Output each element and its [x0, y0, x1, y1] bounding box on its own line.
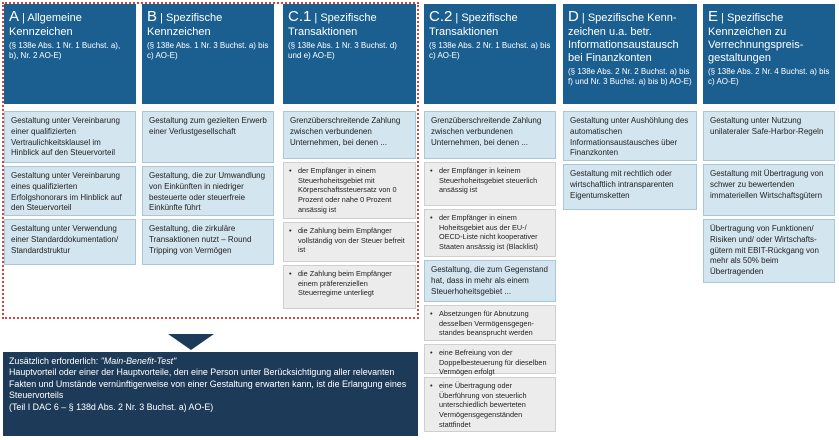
column-a-item-1: Gestaltung unter Vereinbarung einer qualifizierten Vertraulichkeitsklausel im Hinblick auf den Steuervorteil [4, 111, 136, 163]
column-d-item-2: Gestaltung mit rechtlich oder wirtschaftlich intransparenten Eigentumsketten [563, 164, 697, 210]
column-b-item-2: Gestaltung, die zur Umwandlung von Einkünften in niedriger besteuerte oder steuerfreie Einkünfte führt [142, 166, 274, 216]
main-benefit-text: Hauptvorteil oder einer der Hauptvorteile, den eine Person unter Berücksichtigung aller relevanten Fakten und Umstände vernünftigerweise von einer Gestaltung erwarten kann, ist die Erlangung eines Steuervorteils [9, 367, 407, 401]
column-e-ref: (§ 138e Abs. 2 Nr. 4 Buchst. a) bis c) AO-E) [708, 66, 830, 86]
column-e-letter: E [708, 8, 719, 25]
column-c2-intro: Grenzüberschreitende Zahlung zwischen verbundenen Unternehmen, bei denen ... [424, 111, 556, 159]
column-a [4, 4, 136, 104]
column-d-letter: D [568, 8, 579, 25]
column-c2-letter: C.2 [429, 8, 453, 25]
main-benefit-test-name: "Main-Benefit-Test" [100, 356, 177, 366]
column-c2-bullet-1: • der Empfänger in keinem Steuerhoheitsgebiet steuerlich ansässig ist [424, 162, 556, 206]
column-e-header: E | Spezifische Kennzeichen zu Verrechnungspreisgestaltungen (§ 138e Abs. 2 Nr. 4 Buchst. a) bis c) AO-E) [703, 4, 835, 104]
main-benefit-title: Zusätzlich erforderlich: "Main-Benefit-Test" [9, 356, 177, 366]
column-a-item-2: Gestaltung unter Vereinbarung eines qualifizierten Erfolgshonorars im Hinblick auf den Steuervorteil [4, 166, 136, 216]
column-c1-bullet-1: • der Empfänger in einem Steuerhoheitsgebiet mit Körperschaftssteuersatz von 0 Prozent oder nahe 0 Prozent ansässig ist [283, 162, 416, 219]
column-c2-bullet-2: • der Empfänger in einem Hoheitsgebiet aus der EU-/ OECD-Liste nicht kooperativer Staaten ansässig ist (Blacklist) [424, 209, 556, 257]
column-c2-bullet-4: • eine Befreiung von der Doppelbesteuerung für dieselben Vermögen erfolgt [424, 344, 556, 374]
column-b-item-3: Gestaltung, die zirkuläre Transaktionen nutzt – Round Tripping von Vermögen [142, 219, 274, 265]
column-c2-header: C.2 | Spezifische Transaktionen (§ 138e Abs. 2 Nr. 1 Buchst. a) bis c) AO-E) [424, 4, 556, 104]
column-d-ref: (§ 138e Abs. 2 Nr. 2 Buchst. a) bis f) und Nr. 3 Buchst. a) bis b) AO-E) [568, 66, 692, 86]
main-benefit-ref: (Teil I DAC 6 – § 138d Abs. 2 Nr. 3 Buchst. a) AO-E) [9, 401, 214, 412]
column-a-item-3: Gestaltung unter Verwendung einer Standarddokumentation/ Standardstruktur [4, 219, 136, 265]
column-d-item-1: Gestaltung unter Aushöhlung des automatischen Informationsaustausches über Finanzkonten [563, 111, 697, 161]
column-b-header: B | Spezifische Kennzeichen (§ 138e Abs. 1 Nr. 3 Buchst. a) bis c) AO-E) [142, 4, 274, 104]
column-c1-title: Spezifische Transaktionen [288, 12, 377, 38]
column-e-title: Spezifische Kennzeichen zu Verrechnungspreisgestaltungen [708, 12, 804, 64]
column-a-header: A | Allgemeine Kennzeichen (§ 138e Abs. 1 Nr. 1 Buchst. a), b), Nr. 2 AO-E) [4, 4, 136, 104]
column-b-item-1: Gestaltung zum gezielten Erwerb einer Verlustgesellschaft [142, 111, 274, 163]
column-c1 [283, 4, 416, 104]
column-e-item-2: Gestaltung mit Übertragung von schwer zu bewertenden immateriellen Wirtschaftsgütern [703, 164, 835, 216]
column-e [703, 4, 835, 104]
column-c1-ref: (§ 138e Abs. 1 Nr. 3 Buchst. d) und e) AO-E) [288, 40, 397, 60]
column-c1-header: C.1 | Spezifische Transaktionen (§ 138e Abs. 1 Nr. 3 Buchst. d) und e) AO-E) [283, 4, 416, 104]
column-c1-intro: Grenzüberschreitende Zahlung zwischen verbundenen Unternehmen, bei denen ... [283, 111, 416, 159]
column-c2-bullet-5: • eine Übertragung oder Überführung von steuerlich unterschiedlich bewerteten Vermögensgegenständen stattfindet [424, 377, 556, 432]
column-a-letter: A [9, 8, 20, 25]
column-d-header: D | Spezifische Kennzeichen u.a. betr. Informationsaustausch bei Finanzkonten (§ 138e Abs. 2 Nr. 2 Buchst. a) bis f) und Nr. 3 Buchst. a) bis b) AO-E) [563, 4, 697, 104]
column-c1-bullet-3: • die Zahlung beim Empfänger einem präferenziellen Steuerregime unterliegt [283, 265, 416, 309]
column-b [142, 4, 274, 104]
column-c1-bullet-2: • die Zahlung beim Empfänger vollständig von der Steuer befreit ist [283, 222, 416, 262]
column-b-title: Spezifische Kennzeichen [147, 12, 223, 38]
column-c2 [424, 4, 556, 104]
column-a-ref: (§ 138e Abs. 1 Nr. 1 Buchst. a), b), Nr. 2 AO-E) [9, 40, 121, 60]
column-c2-bullet-3: • Absetzungen für Abnutzung desselben Vermögensgegenstandes beansprucht werden [424, 305, 556, 341]
column-c1-letter: C.1 [288, 8, 312, 25]
column-a-title: Allgemeine Kennzeichen [9, 12, 82, 38]
column-b-ref: (§ 138e Abs. 1 Nr. 3 Buchst. a) bis c) AO-E) [147, 40, 269, 60]
column-d [563, 4, 697, 104]
column-c2-intro-2: Gestaltung, die zum Gegenstand hat, dass in mehr als einem Steuerhoheitsgebiet ... [424, 260, 556, 302]
column-c2-ref: (§ 138e Abs. 2 Nr. 1 Buchst. a) bis c) AO-E) [429, 40, 551, 60]
column-c2-title: Spezifische Transaktionen [429, 12, 518, 38]
column-b-letter: B [147, 8, 158, 25]
down-arrow-icon [168, 334, 214, 350]
main-benefit-box [3, 352, 418, 436]
column-e-item-3: Übertragung von Funktionen/ Risiken und/ oder Wirtschaftsgütern mit EBIT-Rückgang von mehr als 50% beim Übertragenden [703, 219, 835, 283]
column-e-item-1: Gestaltung unter Nutzung unilateraler Safe-Harbor-Regeln [703, 111, 835, 161]
column-d-title: Spezifische Kennzeichen u.a. betr. Informationsaustausch bei Finanzkonten [568, 12, 679, 64]
